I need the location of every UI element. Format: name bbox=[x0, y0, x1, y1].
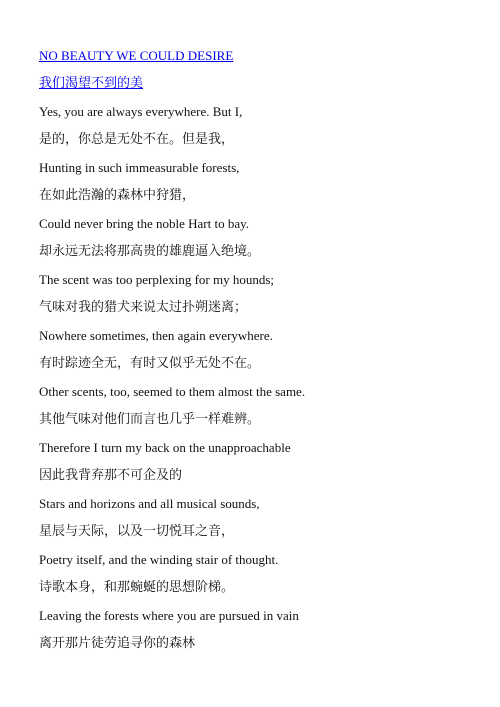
poem-line-en-7: Therefore I turn my back on the unapproachable bbox=[39, 440, 291, 455]
poem-line-en-1: Yes, you are always everywhere. But I, bbox=[39, 104, 243, 119]
poem-line-en-9: Poetry itself, and the winding stair of thought. bbox=[39, 552, 279, 567]
poem-line-zh-6: 其他气味对他们而言也几乎一样难辨。 bbox=[39, 412, 261, 427]
poem-line-zh-10: 离开那片徒劳追寻你的森林 bbox=[39, 636, 196, 651]
poem-line-en-10: Leaving the forests where you are pursued in vain bbox=[39, 608, 299, 623]
title-zh-link[interactable]: 我们渴望不到的美 bbox=[39, 76, 144, 91]
title-en-link[interactable]: NO BEAUTY WE COULD DESIRE bbox=[39, 48, 234, 63]
poem-line-zh-1: 是的，你总是无处不在。但是我， bbox=[39, 132, 235, 147]
poem-line-en-3: Could never bring the noble Hart to bay. bbox=[39, 216, 249, 231]
poem-line-en-8: Stars and horizons and all musical sounds, bbox=[39, 496, 260, 511]
poem-line-zh-5: 有时踪迹全无，有时又似乎无处不在。 bbox=[39, 356, 261, 371]
poem-line-zh-7: 因此我背弃那不可企及的 bbox=[39, 468, 183, 483]
poem-line-en-4: The scent was too perplexing for my hounds; bbox=[39, 272, 275, 287]
poem-line-zh-9: 诗歌本身，和那蜿蜒的思想阶梯。 bbox=[39, 580, 235, 595]
poem-line-zh-3: 却永远无法将那高贵的雄鹿逼入绝境。 bbox=[39, 244, 261, 259]
poem-line-zh-2: 在如此浩瀚的森林中狩猎， bbox=[39, 188, 196, 203]
poem-line-en-2: Hunting in such immeasurable forests, bbox=[39, 160, 240, 175]
poem-line-zh-8: 星辰与天际，以及一切悦耳之音， bbox=[39, 524, 235, 539]
poem-line-en-5: Nowhere sometimes, then again everywhere. bbox=[39, 328, 273, 343]
poem-line-en-6: Other scents, too, seemed to them almost the same. bbox=[39, 384, 306, 399]
poem-line-zh-4: 气味对我的猎犬来说太过扑朔迷离； bbox=[39, 300, 248, 315]
